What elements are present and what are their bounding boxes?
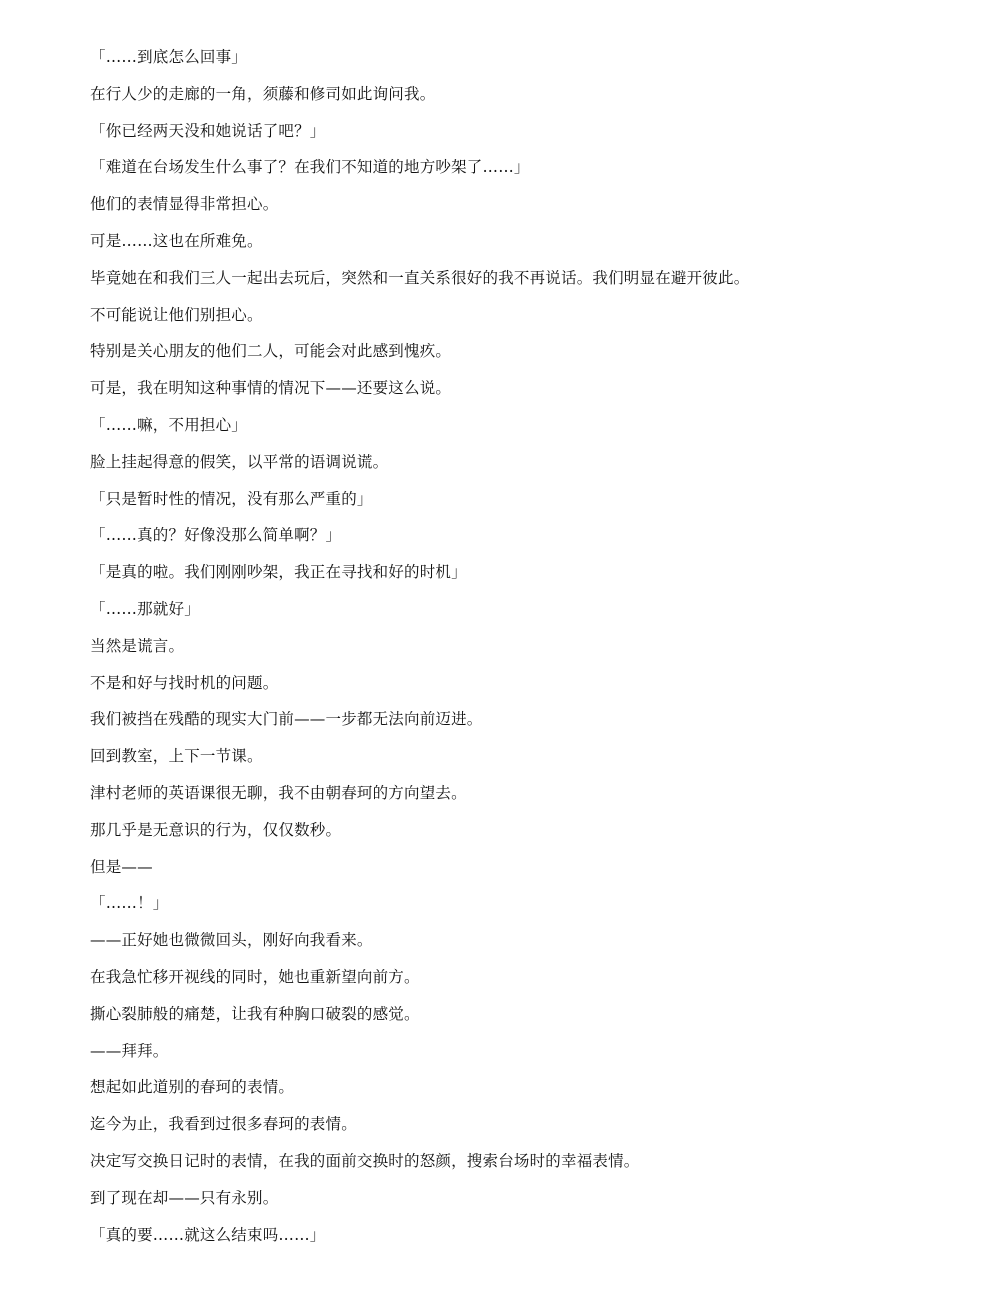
- paragraph: 「……那就好」: [90, 599, 200, 618]
- paragraph: 「……！」: [90, 894, 169, 913]
- paragraph: 不可能说让他们别担心。: [90, 305, 263, 324]
- paragraph: 不是和好与找时机的问题。: [90, 673, 279, 692]
- paragraph: 脸上挂起得意的假笑，以平常的语调说谎。: [90, 452, 389, 471]
- paragraph: 当然是谎言。: [90, 636, 185, 655]
- paragraph: 毕竟她在和我们三人一起出去玩后，突然和一直关系很好的我不再说话。我们明显在避开彼此。: [90, 268, 750, 287]
- paragraph: 迄今为止，我看到过很多春珂的表情。: [90, 1115, 357, 1134]
- paragraph: 撕心裂肺般的痛楚，让我有种胸口破裂的感觉。: [90, 1004, 420, 1023]
- paragraph: 「是真的啦。我们刚刚吵架，我正在寻找和好的时机」: [90, 563, 467, 582]
- paragraph: 可是……这也在所难免。: [90, 231, 263, 250]
- paragraph: 想起如此道别的春珂的表情。: [90, 1078, 295, 1097]
- paragraph: 我们被挡在残酷的现实大门前——一步都无法向前迈进。: [90, 710, 483, 729]
- paragraph: 在我急忙移开视线的同时，她也重新望向前方。: [90, 967, 420, 986]
- paragraph: 「……嘛，不用担心」: [90, 415, 248, 434]
- paragraph: 在行人少的走廊的一角，须藤和修司如此询问我。: [90, 84, 436, 103]
- paragraph: 「难道在台场发生什么事了？在我们不知道的地方吵架了……」: [90, 158, 530, 177]
- paragraph: 回到教室，上下一节课。: [90, 747, 263, 766]
- paragraph: 「……真的？好像没那么简单啊？」: [90, 526, 342, 545]
- paragraph: 津村老师的英语课很无聊，我不由朝春珂的方向望去。: [90, 783, 467, 802]
- paragraph: 但是——: [90, 857, 153, 876]
- paragraph: 决定写交换日记时的表情，在我的面前交换时的怒颜，搜索台场时的幸福表情。: [90, 1151, 640, 1170]
- paragraph: 「只是暂时性的情况，没有那么严重的」: [90, 489, 373, 508]
- paragraph: 「真的要……就这么结束吗……」: [90, 1225, 326, 1244]
- paragraph: ——拜拜。: [90, 1041, 169, 1060]
- paragraph: 「你已经两天没和她说话了吧？」: [90, 121, 326, 140]
- paragraph: 可是，我在明知这种事情的情况下——还要这么说。: [90, 379, 452, 398]
- text-body: [90, 42, 970, 1256]
- paragraph: 「……到底怎么回事」: [90, 48, 248, 66]
- paragraph: 到了现在却——只有永别。: [90, 1188, 279, 1207]
- paragraph: 他们的表情显得非常担心。: [90, 195, 279, 214]
- paragraph: 那几乎是无意识的行为，仅仅数秒。: [90, 820, 342, 839]
- paragraph: ——正好她也微微回头，刚好向我看来。: [90, 931, 373, 950]
- paragraph: 特别是关心朋友的他们二人，可能会对此感到愧疚。: [90, 342, 452, 361]
